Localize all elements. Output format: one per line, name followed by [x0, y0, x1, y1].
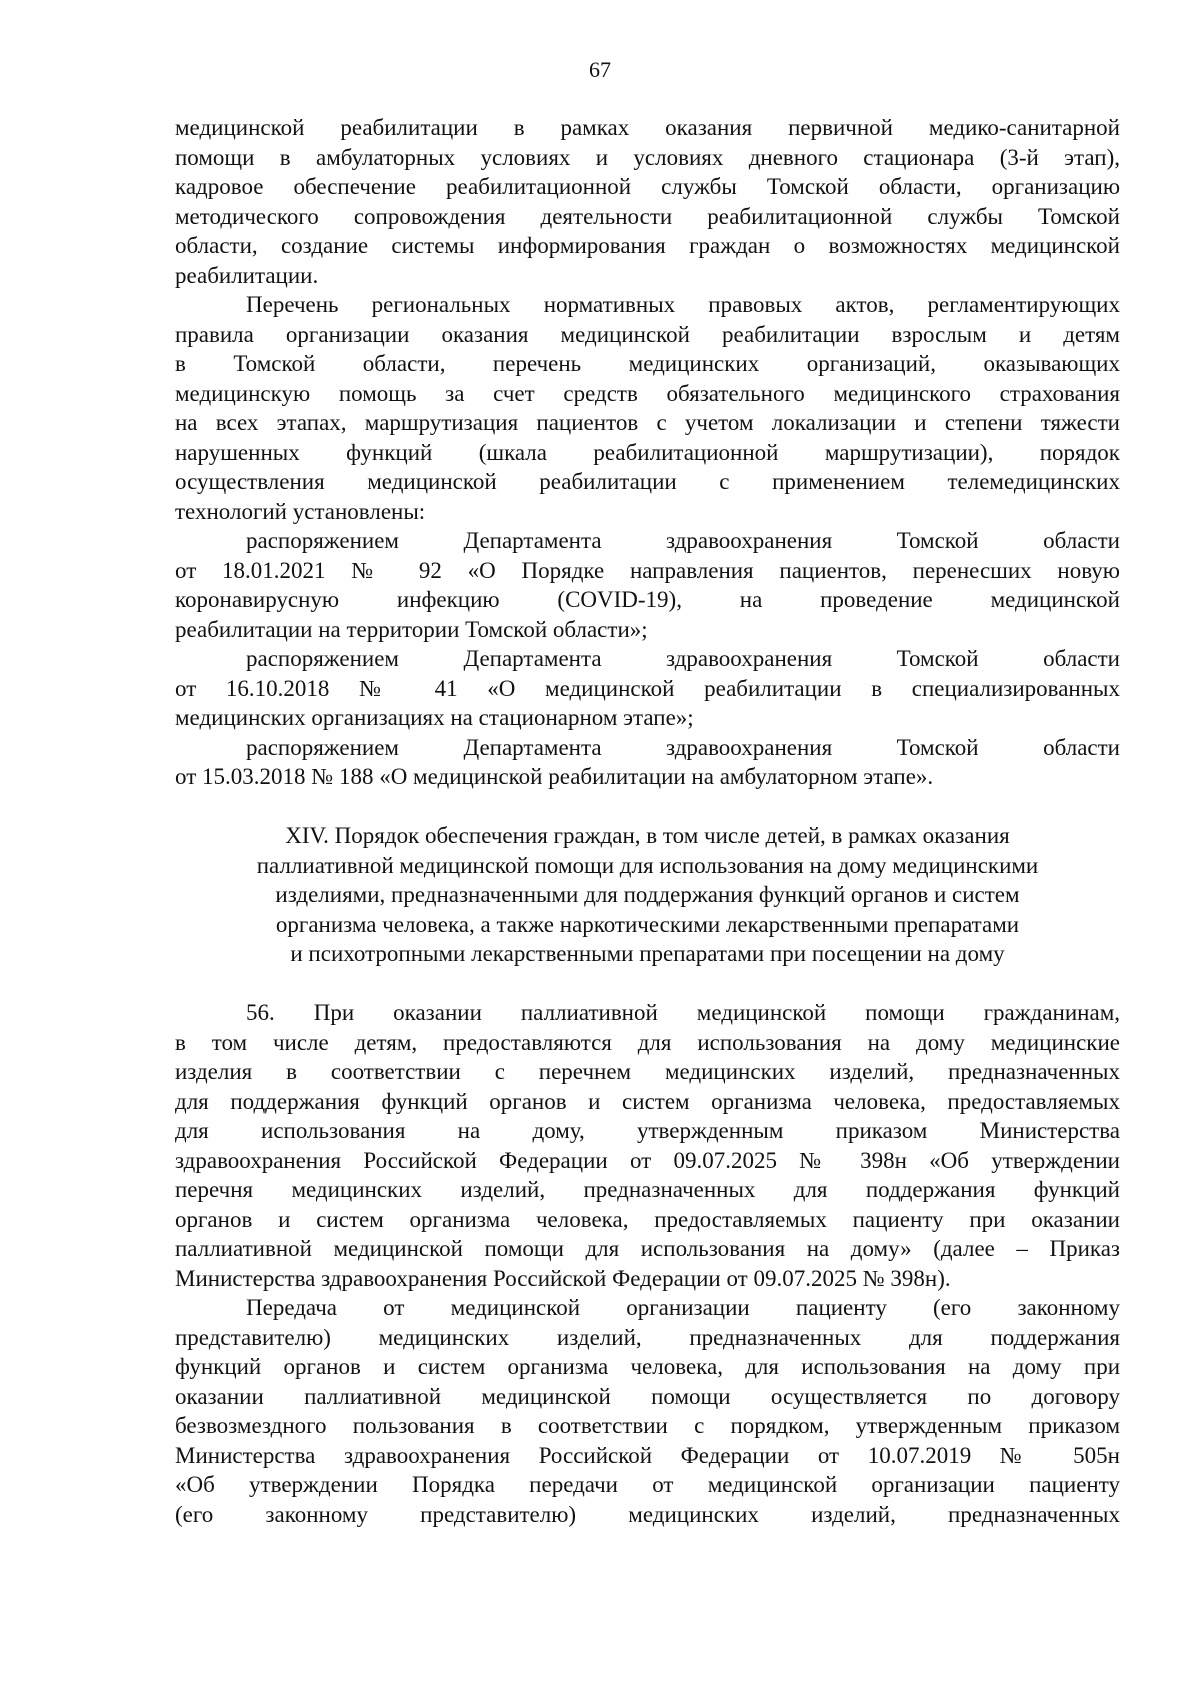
text-line: оказании паллиативной медицинской помощи осуществляется по договору	[175, 1383, 1120, 1409]
text-line: медицинской реабилитации в рамках оказания первичной медико-санитарной	[175, 115, 1120, 140]
text-line: в том числе детям, предоставляются для использования на дому медицинские	[175, 1029, 1120, 1055]
text-line: паллиативной медицинской помощи для использования на дому» (далее – Приказ	[175, 1236, 1120, 1261]
paragraph-56	[175, 998, 1120, 1293]
text-line: перечня медицинских изделий, предназначенных для поддержания функций	[175, 1177, 1120, 1202]
document-body	[175, 113, 1120, 1529]
text-line: для использования на дому, утвержденным приказом Министерства	[175, 1118, 1120, 1143]
text-line: помощи в амбулаторных условиях и условиях дневного стационара (3-й этап),	[175, 144, 1120, 170]
text-line: для поддержания функций органов и систем организма человека, предоставляемых	[175, 1088, 1120, 1114]
text-line: 56. При оказании паллиативной медицинской помощи гражданинам,	[246, 1000, 1120, 1025]
spacer	[175, 969, 1120, 999]
text-line: осуществления медицинской реабилитации с применением телемедицинских	[175, 469, 1120, 494]
text-line: Министерства здравоохранения Российской Федерации от 10.07.2019 № 505н	[175, 1442, 1120, 1468]
spacer	[175, 792, 1120, 822]
heading-line: паллиативной медицинской помощи для использования на дому медицинскими	[256, 852, 1039, 878]
text-line: органов и систем организма человека, предоставляемых пациенту при оказании	[175, 1206, 1120, 1232]
text-line: от 18.01.2021 № 92 «О Порядке направления пациентов, перенесших новую	[175, 557, 1120, 583]
text-line: «Об утверждении Порядка передачи от медицинской организации пациенту	[175, 1472, 1120, 1497]
text-line: безвозмездного пользования в соответствии с порядком, утвержденным приказом	[175, 1413, 1120, 1438]
heading-line: и психотропными лекарственными препаратами при посещении на дому	[290, 941, 1005, 966]
heading-line: XIV. Порядок обеспечения граждан, в том числе детей, в рамках оказания	[285, 823, 1010, 848]
text-line: изделия в соответствии с перечнем медицинских изделий, предназначенных	[175, 1059, 1120, 1084]
text-line: функций органов и систем организма человека, для использования на дому при	[175, 1354, 1120, 1379]
paragraph-rehab-continuation	[175, 113, 1120, 290]
text-line: методического сопровождения деятельности реабилитационной службы Томской	[175, 203, 1120, 229]
heading-line: изделиями, предназначенными для поддержания функций органов и систем	[275, 882, 1020, 907]
text-line: распоряжением Департамента здравоохранения Томской области	[246, 528, 1120, 553]
text-line: реабилитации.	[175, 262, 319, 288]
text-line: коронавирусную инфекцию (COVID-19), на проведение медицинской	[175, 587, 1120, 612]
text-line: нарушенных функций (шкала реабилитационной маршрутизации), порядок	[175, 439, 1120, 465]
text-line: представителю) медицинских изделий, предназначенных для поддержания	[175, 1324, 1120, 1350]
list-item-order-41	[175, 644, 1120, 733]
paragraph-device-transfer	[175, 1293, 1120, 1529]
text-line: кадровое обеспечение реабилитационной службы Томской области, организацию	[175, 174, 1120, 199]
text-line: Передача от медицинской организации пациенту (его законному	[246, 1295, 1120, 1320]
text-line: Перечень региональных нормативных правовых актов, регламентирующих	[246, 292, 1120, 317]
heading-line: организма человека, а также наркотическими лекарственными препаратами	[275, 911, 1020, 937]
text-line: правила организации оказания медицинской реабилитации взрослым и детям	[175, 321, 1120, 347]
text-line: на всех этапах, маршрутизация пациентов с учетом локализации и степени тяжести	[175, 410, 1120, 435]
text-line: распоряжением Департамента здравоохранения Томской области	[246, 734, 1120, 760]
text-line: области, создание системы информирования граждан о возможностях медицинской	[175, 233, 1120, 258]
text-line: здравоохранения Российской Федерации от 09.07.2025 № 398н «Об утверждении	[175, 1147, 1120, 1173]
text-line: медицинских организациях на стационарном этапе»;	[175, 705, 694, 730]
text-line: медицинскую помощь за счет средств обязательного медицинского страхования	[175, 380, 1120, 406]
text-line: реабилитации на территории Томской области»;	[175, 616, 648, 642]
text-line: в Томской области, перечень медицинских организаций, оказывающих	[175, 351, 1120, 376]
page-number: 67	[589, 57, 611, 82]
section-heading-xiv	[175, 821, 1120, 969]
text-line: технологий установлены:	[175, 498, 426, 524]
paragraph-regional-acts	[175, 290, 1120, 526]
text-line: от 16.10.2018 № 41 «О медицинской реабилитации в специализированных	[175, 675, 1120, 701]
text-line: от 15.03.2018 № 188 «О медицинской реабилитации на амбулаторном этапе».	[175, 764, 934, 789]
text-line: (его законному представителю) медицинских изделий, предназначенных	[175, 1501, 1120, 1527]
text-line: распоряжением Департамента здравоохранения Томской области	[246, 646, 1120, 671]
text-line: Министерства здравоохранения Российской Федерации от 09.07.2025 № 398н).	[175, 1265, 951, 1291]
list-item-order-188	[175, 733, 1120, 792]
list-item-order-92	[175, 526, 1120, 644]
